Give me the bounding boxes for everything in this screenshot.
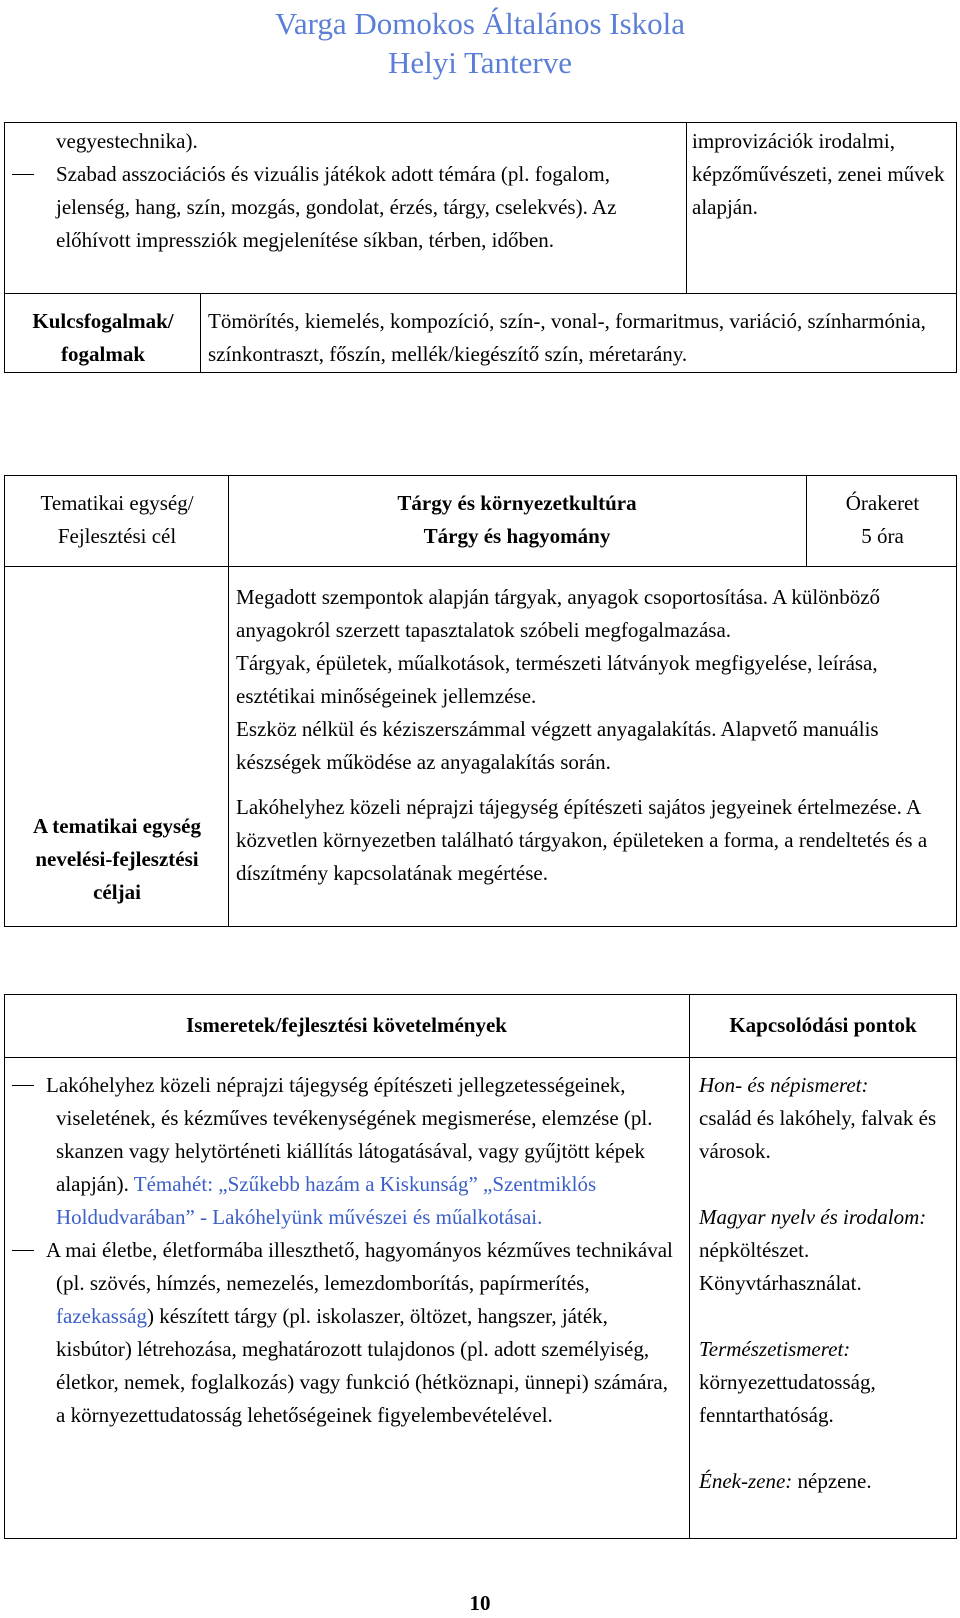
goals-paragraph: Lakóhelyhez közeli néprajzi tájegység építészeti sajátos jegyeinek értelmezése. A közvetlen környezetben található tárgyakon, épületeken a forma, a rendeltetés és a díszítmény kapcsolatának megértése.: [236, 795, 928, 885]
link-subject: Természetismeret:: [699, 1337, 851, 1361]
link-subject: Ének-zene:: [699, 1469, 793, 1493]
title-line-1: Tárgy és környezetkultúra: [397, 491, 637, 515]
list-item-text: ) készített tárgy (pl. iskolaszer, öltözet, hangszer, játék, kisbútor) létrehozása, meghatározott tulajdonos (pl. adott személyiség, életkor, nemek, foglalkozás) vagy funkció (hétköznapi, ünnepi) számára, a környezettudatosság lehetőségeinek figyelembevételével.: [56, 1304, 669, 1427]
thematic-unit-title: [232, 487, 802, 553]
table1-divider-vertical-bottom: [200, 293, 201, 373]
list-item-text: Szabad asszociációs és vizuális játékok adott témára (pl. fogalom, jelenség, hang, szín, mozgás, gondolat, érzés, tárgy, cselekvés). Az előhívott impressziók megjelenítése síkban, térben, időben.: [56, 162, 617, 252]
page-number: 10: [469, 1591, 491, 1615]
kulcsfogalmak-label: Kulcsfogalmak/ fogalmak: [32, 309, 174, 366]
list-item: [12, 1234, 682, 1432]
orakeret-label: Órakeret: [845, 491, 920, 515]
continuation-line: vegyestechnika).: [56, 129, 198, 153]
kulcsfogalmak-text: Tömörítés, kiemelés, kompozíció, szín-, vonal-, formaritmus, variáció, színharmónia, színkontraszt, főszín, mellék/kiegészítő szín, méretarány.: [208, 309, 926, 366]
table1-divider-horizontal: [4, 293, 957, 294]
table1-left-cell: [12, 125, 678, 257]
dash-bullet-icon: [12, 1250, 34, 1251]
link-entry: [699, 1333, 954, 1432]
school-name: Varga Domokos Általános Iskola: [274, 6, 686, 41]
link-text: népköltészet. Könyvtárhasználat.: [699, 1238, 862, 1295]
list-item-body: [46, 1069, 682, 1234]
table1-divider-vertical-top: [686, 122, 687, 294]
link-subject: Magyar nyelv és irodalom:: [699, 1205, 927, 1229]
dash-bullet-icon: [12, 174, 34, 175]
table1-right-cell: improvizációk irodalmi, képzőművészeti, zenei művek alapján.: [692, 129, 945, 219]
table2-divider-vertical-orakeret: [806, 475, 807, 567]
table2-divider-vertical: [228, 475, 229, 927]
links-list: [699, 1069, 954, 1498]
table3-divider-vertical: [689, 994, 690, 1539]
list-item: [12, 158, 678, 257]
requirements-list: [12, 1069, 682, 1432]
goals-text: [236, 581, 952, 890]
goals-paragraph: Megadott szempontok alapján tárgyak, anyagok csoportosítása. A különböző anyagokról szerzett tapasztalatok szóbeli megfogalmazása.: [236, 585, 881, 642]
page-header: [0, 4, 960, 82]
goals-paragraph: Tárgyak, épületek, műalkotások, természeti látványok megfigyelése, leírása, esztétikai minőségeinek jellemzése.: [236, 651, 878, 708]
document-subtitle: Helyi Tanterve: [387, 45, 573, 80]
table2-divider-horizontal: [4, 566, 957, 567]
goals-paragraph: Eszköz nélkül és kéziszerszámmal végzett anyagalakítás. Alapvető manuális készségek működése az anyagalakítás során.: [236, 717, 879, 774]
list-item-body: [46, 1234, 682, 1432]
links-header: Kapcsolódási pontok: [729, 1013, 917, 1037]
link-entry: [699, 1069, 954, 1168]
link-entry: [699, 1465, 954, 1498]
link-entry: [699, 1201, 954, 1300]
orakeret-value: 5 óra: [861, 524, 904, 548]
link-text: környezettudatosság, fenntarthatóság.: [699, 1370, 876, 1427]
requirements-header: Ismeretek/fejlesztési követelmények: [186, 1013, 507, 1037]
dash-bullet-icon: [12, 1085, 34, 1086]
goals-label: A tematikai egység nevelési-fejlesztési céljai: [33, 814, 201, 904]
theme-week-text: Témahét: „Szűkebb hazám a Kiskunság” „Szentmiklós Holdudvarában” - Lakóhelyünk művészei és műalkotásai.: [56, 1172, 597, 1229]
list-item-text: Lakóhelyhez közeli néprajzi tájegység építészeti jellegzetességeinek, viseletének, és kézműves tevékenységének megismerése, elemzése (pl. skanzen vagy helytörténeti kiállítás látogatásával, vagy gyűjtött képek alapján).: [46, 1073, 653, 1196]
link-text: népzene.: [797, 1469, 872, 1493]
highlighted-term: fazekasság: [56, 1304, 147, 1328]
link-text: család és lakóhely, falvak és városok.: [699, 1106, 937, 1163]
title-line-2: Tárgy és hagyomány: [423, 524, 611, 548]
link-subject: Hon- és népismeret:: [699, 1073, 869, 1097]
table3-divider-horizontal: [4, 1057, 957, 1058]
list-item: [12, 1069, 682, 1234]
list-item-text: A mai életbe, életformába illeszthető, hagyományos kézműves technikával (pl. szövés, hímzés, nemezelés, lemezdomborítás, papírmerítés,: [46, 1238, 673, 1295]
orakeret-cell: [810, 487, 955, 553]
thematic-unit-label: Tematikai egység/ Fejlesztési cél: [40, 491, 194, 548]
